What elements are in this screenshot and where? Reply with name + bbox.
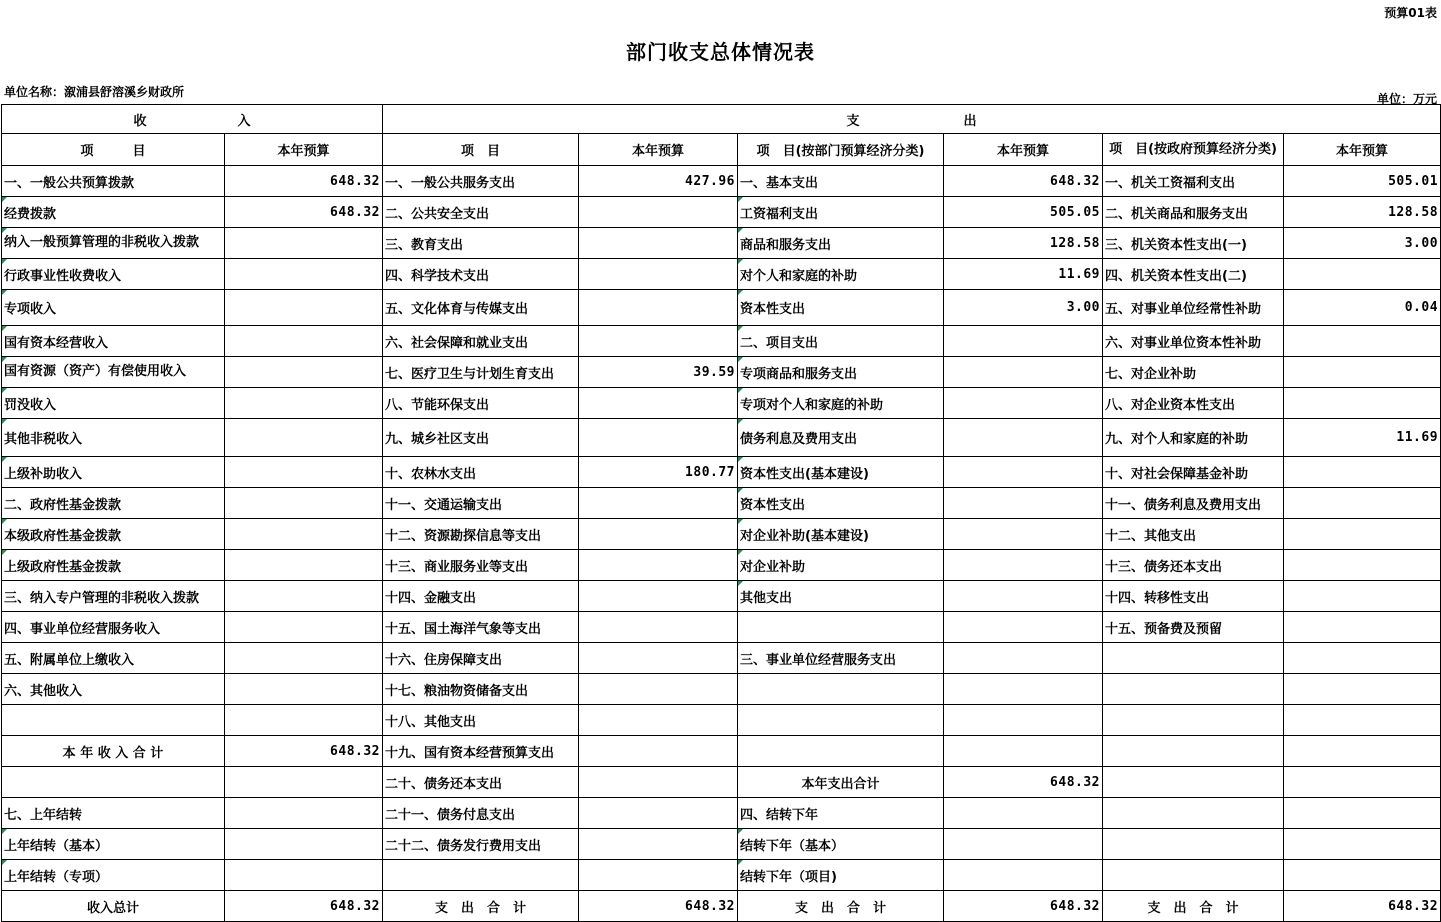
cell-dept-econ-item: 结转下年（基本）: [738, 829, 944, 860]
cell-expense-item: 十一、交通运输支出: [383, 488, 579, 519]
cell-gov-econ-budget: 3.00: [1284, 228, 1441, 259]
cell-gov-econ-item: 十五、预备费及预留: [1103, 612, 1284, 643]
cell-dept-econ-item: 支 出 合 计: [738, 891, 944, 922]
cell-gov-econ-budget: [1284, 488, 1441, 519]
cell-expense-budget: [579, 290, 738, 326]
cell-expense-item: 十九、国有资本经营预算支出: [383, 736, 579, 767]
col-header-gov-econ-item: 项 目(按政府预算经济分类): [1103, 134, 1284, 166]
cell-dept-econ-item: [738, 612, 944, 643]
cell-gov-econ-budget: 128.58: [1284, 197, 1441, 228]
cell-expense-budget: [579, 550, 738, 581]
cell-dept-econ-item: 三、事业单位经营服务支出: [738, 643, 944, 674]
cell-expense-item: 十三、商业服务业等支出: [383, 550, 579, 581]
cell-dept-econ-item: 工资福利支出: [738, 197, 944, 228]
cell-expense-item: [383, 860, 579, 891]
cell-expense-budget: [579, 326, 738, 357]
cell-gov-econ-item: 十三、债务还本支出: [1103, 550, 1284, 581]
cell-expense-item: 十六、住房保障支出: [383, 643, 579, 674]
cell-income-item: 五、附属单位上缴收入: [2, 643, 225, 674]
cell-expense-budget: 427.96: [579, 166, 738, 197]
cell-dept-econ-budget: [944, 419, 1103, 457]
cell-expense-budget: [579, 419, 738, 457]
cell-dept-econ-budget: 648.32: [944, 891, 1103, 922]
unit-name: 单位名称：溆浦县舒溶溪乡财政所: [4, 85, 185, 99]
cell-income-budget: [225, 326, 383, 357]
cell-income-budget: 648.32: [225, 891, 383, 922]
cell-income-item: 经费拨款: [2, 197, 225, 228]
cell-income-item: [2, 705, 225, 736]
cell-gov-econ-budget: [1284, 798, 1441, 829]
cell-income-item: 纳入一般预算管理的非税收入拨款: [2, 228, 225, 259]
cell-dept-econ-budget: [944, 457, 1103, 488]
income-section-header: 收 入: [2, 105, 383, 134]
cell-expense-budget: [579, 798, 738, 829]
cell-expense-budget: [579, 829, 738, 860]
cell-dept-econ-item: 其他支出: [738, 581, 944, 612]
cell-dept-econ-item: 对企业补助(基本建设): [738, 519, 944, 550]
cell-gov-econ-budget: 0.04: [1284, 290, 1441, 326]
table-row: [2, 419, 1441, 457]
currency-unit: 单位：万元: [1376, 92, 1437, 106]
cell-dept-econ-item: 资本性支出: [738, 290, 944, 326]
cell-dept-econ-item: 二、项目支出: [738, 326, 944, 357]
cell-income-item: 其他非税收入: [2, 419, 225, 457]
cell-gov-econ-budget: [1284, 829, 1441, 860]
cell-gov-econ-budget: [1284, 388, 1441, 419]
cell-expense-item: 十七、粮油物资储备支出: [383, 674, 579, 705]
table-row: [2, 326, 1441, 357]
expense-section-header: 支 出: [383, 105, 1441, 134]
cell-dept-econ-budget: [944, 798, 1103, 829]
cell-income-budget: [225, 357, 383, 388]
cell-gov-econ-budget: [1284, 357, 1441, 388]
cell-expense-budget: [579, 612, 738, 643]
cell-gov-econ-item: 十四、转移性支出: [1103, 581, 1284, 612]
cell-dept-econ-budget: [944, 674, 1103, 705]
cell-dept-econ-item: 债务利息及费用支出: [738, 419, 944, 457]
cell-income-budget: [225, 457, 383, 488]
cell-income-item: 六、其他收入: [2, 674, 225, 705]
cell-income-item: [2, 767, 225, 798]
cell-expense-budget: [579, 519, 738, 550]
cell-expense-budget: [579, 860, 738, 891]
cell-expense-budget: [579, 736, 738, 767]
section-header-row: [2, 105, 1441, 134]
cell-dept-econ-budget: 11.69: [944, 259, 1103, 290]
cell-gov-econ-item: 支 出 合 计: [1103, 891, 1284, 922]
table-row: [2, 166, 1441, 197]
cell-dept-econ-budget: [944, 612, 1103, 643]
cell-dept-econ-budget: [944, 357, 1103, 388]
cell-expense-budget: [579, 228, 738, 259]
cell-expense-item: 十二、资源勘探信息等支出: [383, 519, 579, 550]
cell-dept-econ-item: 专项商品和服务支出: [738, 357, 944, 388]
cell-income-budget: [225, 419, 383, 457]
cell-income-budget: [225, 798, 383, 829]
cell-gov-econ-item: [1103, 643, 1284, 674]
cell-gov-econ-item: [1103, 860, 1284, 891]
cell-income-item: 专项收入: [2, 290, 225, 326]
cell-expense-budget: 39.59: [579, 357, 738, 388]
budget-table: [1, 104, 1441, 922]
col-header-income-item: 项 目: [2, 134, 225, 166]
cell-income-item: 二、政府性基金拨款: [2, 488, 225, 519]
cell-dept-econ-item: [738, 674, 944, 705]
cell-expense-item: 十四、金融支出: [383, 581, 579, 612]
cell-dept-econ-item: 对企业补助: [738, 550, 944, 581]
cell-dept-econ-item: 商品和服务支出: [738, 228, 944, 259]
cell-dept-econ-item: 四、结转下年: [738, 798, 944, 829]
col-header-gov-econ-budget: 本年预算: [1284, 134, 1441, 166]
cell-expense-budget: [579, 388, 738, 419]
cell-income-item: 本 年 收 入 合 计: [2, 736, 225, 767]
cell-income-item: 上级政府性基金拨款: [2, 550, 225, 581]
cell-gov-econ-budget: [1284, 767, 1441, 798]
cell-income-budget: [225, 674, 383, 705]
cell-dept-econ-budget: [944, 519, 1103, 550]
cell-expense-budget: 180.77: [579, 457, 738, 488]
cell-income-item: 国有资本经营收入: [2, 326, 225, 357]
cell-gov-econ-item: 八、对企业资本性支出: [1103, 388, 1284, 419]
cell-expense-budget: 648.32: [579, 891, 738, 922]
cell-income-item: 上年结转（专项）: [2, 860, 225, 891]
cell-income-item: 一、一般公共预算拨款: [2, 166, 225, 197]
cell-gov-econ-budget: [1284, 457, 1441, 488]
cell-income-item: 七、上年结转: [2, 798, 225, 829]
cell-dept-econ-budget: [944, 829, 1103, 860]
cell-expense-budget: [579, 705, 738, 736]
cell-gov-econ-budget: 648.32: [1284, 891, 1441, 922]
cell-gov-econ-budget: [1284, 612, 1441, 643]
page-title: 部门收支总体情况表: [626, 40, 815, 64]
cell-dept-econ-item: 结转下年（项目): [738, 860, 944, 891]
cell-income-budget: [225, 519, 383, 550]
cell-gov-econ-budget: [1284, 550, 1441, 581]
table-row: [2, 674, 1441, 705]
cell-income-item: 行政事业性收费收入: [2, 259, 225, 290]
cell-gov-econ-item: 七、对企业补助: [1103, 357, 1284, 388]
table-row: [2, 357, 1441, 388]
table-row: [2, 488, 1441, 519]
table-row: [2, 259, 1441, 290]
cell-dept-econ-item: 一、基本支出: [738, 166, 944, 197]
cell-income-budget: 648.32: [225, 736, 383, 767]
cell-income-budget: [225, 388, 383, 419]
cell-dept-econ-item: 资本性支出: [738, 488, 944, 519]
cell-dept-econ-budget: 3.00: [944, 290, 1103, 326]
cell-income-budget: [225, 860, 383, 891]
cell-expense-budget: [579, 581, 738, 612]
cell-gov-econ-item: 五、对事业单位经常性补助: [1103, 290, 1284, 326]
cell-expense-item: 十、农林水支出: [383, 457, 579, 488]
cell-expense-item: 九、城乡社区支出: [383, 419, 579, 457]
cell-gov-econ-item: 二、机关商品和服务支出: [1103, 197, 1284, 228]
cell-gov-econ-item: 十、对社会保障基金补助: [1103, 457, 1284, 488]
table-row: [2, 457, 1441, 488]
cell-dept-econ-budget: [944, 388, 1103, 419]
cell-income-budget: [225, 829, 383, 860]
cell-dept-econ-budget: [944, 550, 1103, 581]
cell-dept-econ-budget: 648.32: [944, 767, 1103, 798]
cell-dept-econ-budget: [944, 736, 1103, 767]
cell-gov-econ-item: [1103, 674, 1284, 705]
table-row: [2, 550, 1441, 581]
cell-expense-item: 七、医疗卫生与计划生育支出: [383, 357, 579, 388]
cell-expense-item: 二十、债务还本支出: [383, 767, 579, 798]
cell-expense-item: 四、科学技术支出: [383, 259, 579, 290]
cell-gov-econ-item: [1103, 829, 1284, 860]
cell-income-budget: [225, 550, 383, 581]
cell-dept-econ-budget: 128.58: [944, 228, 1103, 259]
cell-expense-item: 二、公共安全支出: [383, 197, 579, 228]
cell-dept-econ-budget: [944, 860, 1103, 891]
cell-dept-econ-item: 专项对个人和家庭的补助: [738, 388, 944, 419]
form-number: 预算01表: [1384, 6, 1437, 20]
cell-dept-econ-item: 本年支出合计: [738, 767, 944, 798]
table-row: [2, 829, 1441, 860]
cell-income-item: 收入总计: [2, 891, 225, 922]
cell-gov-econ-budget: [1284, 860, 1441, 891]
cell-income-item: 三、纳入专户管理的非税收入拨款: [2, 581, 225, 612]
cell-income-item: 本级政府性基金拨款: [2, 519, 225, 550]
cell-income-item: 罚没收入: [2, 388, 225, 419]
cell-expense-budget: [579, 767, 738, 798]
cell-income-item: 上级补助收入: [2, 457, 225, 488]
cell-income-item: 四、事业单位经营服务收入: [2, 612, 225, 643]
cell-dept-econ-budget: [944, 326, 1103, 357]
cell-gov-econ-item: 六、对事业单位资本性补助: [1103, 326, 1284, 357]
cell-income-budget: [225, 705, 383, 736]
table-row: [2, 736, 1441, 767]
table-row: [2, 581, 1441, 612]
cell-expense-budget: [579, 197, 738, 228]
cell-expense-item: 支 出 合 计: [383, 891, 579, 922]
cell-dept-econ-item: 资本性支出(基本建设): [738, 457, 944, 488]
cell-gov-econ-budget: [1284, 519, 1441, 550]
cell-dept-econ-budget: [944, 705, 1103, 736]
table-row: [2, 228, 1441, 259]
cell-gov-econ-budget: [1284, 581, 1441, 612]
cell-expense-item: 三、教育支出: [383, 228, 579, 259]
cell-income-budget: [225, 290, 383, 326]
table-row: [2, 612, 1441, 643]
cell-dept-econ-budget: [944, 488, 1103, 519]
cell-income-item: 国有资源（资产）有偿使用收入: [2, 357, 225, 388]
cell-gov-econ-item: 十二、其他支出: [1103, 519, 1284, 550]
cell-gov-econ-budget: [1284, 674, 1441, 705]
cell-dept-econ-item: [738, 736, 944, 767]
cell-income-budget: 648.32: [225, 166, 383, 197]
cell-expense-budget: [579, 488, 738, 519]
cell-income-budget: [225, 767, 383, 798]
cell-gov-econ-item: [1103, 798, 1284, 829]
cell-income-budget: [225, 228, 383, 259]
cell-gov-econ-budget: [1284, 736, 1441, 767]
cell-expense-item: 五、文化体育与传媒支出: [383, 290, 579, 326]
table-row: [2, 643, 1441, 674]
column-header-row: [2, 134, 1441, 166]
cell-income-budget: [225, 259, 383, 290]
cell-gov-econ-item: 十一、债务利息及费用支出: [1103, 488, 1284, 519]
cell-gov-econ-budget: [1284, 643, 1441, 674]
cell-gov-econ-budget: [1284, 259, 1441, 290]
cell-gov-econ-budget: 505.01: [1284, 166, 1441, 197]
cell-gov-econ-item: 一、机关工资福利支出: [1103, 166, 1284, 197]
cell-income-budget: [225, 488, 383, 519]
table-row: [2, 705, 1441, 736]
table-row: [2, 891, 1441, 922]
col-header-dept-econ-item: 项 目(按部门预算经济分类): [738, 134, 944, 166]
cell-gov-econ-budget: 11.69: [1284, 419, 1441, 457]
table-row: [2, 197, 1441, 228]
cell-income-budget: [225, 581, 383, 612]
col-header-dept-econ-budget: 本年预算: [944, 134, 1103, 166]
cell-income-budget: [225, 643, 383, 674]
cell-gov-econ-item: 四、机关资本性支出(二): [1103, 259, 1284, 290]
cell-gov-econ-item: [1103, 767, 1284, 798]
cell-expense-item: 一、一般公共服务支出: [383, 166, 579, 197]
table-row: [2, 767, 1441, 798]
cell-expense-item: 六、社会保障和就业支出: [383, 326, 579, 357]
table-row: [2, 290, 1441, 326]
col-header-expense-item: 项 目: [383, 134, 579, 166]
cell-expense-budget: [579, 259, 738, 290]
table-row: [2, 798, 1441, 829]
cell-expense-item: 二十二、债务发行费用支出: [383, 829, 579, 860]
table-row: [2, 388, 1441, 419]
cell-dept-econ-item: 对个人和家庭的补助: [738, 259, 944, 290]
cell-expense-budget: [579, 643, 738, 674]
cell-income-item: 上年结转（基本）: [2, 829, 225, 860]
cell-dept-econ-budget: 505.05: [944, 197, 1103, 228]
cell-income-budget: 648.32: [225, 197, 383, 228]
cell-expense-item: 十八、其他支出: [383, 705, 579, 736]
cell-gov-econ-item: [1103, 736, 1284, 767]
budget-table-body: [2, 105, 1441, 922]
cell-expense-item: 十五、国土海洋气象等支出: [383, 612, 579, 643]
cell-expense-item: 八、节能环保支出: [383, 388, 579, 419]
table-row: [2, 519, 1441, 550]
cell-gov-econ-budget: [1284, 705, 1441, 736]
cell-expense-item: 二十一、债务付息支出: [383, 798, 579, 829]
cell-expense-budget: [579, 674, 738, 705]
table-row: [2, 860, 1441, 891]
cell-dept-econ-budget: [944, 581, 1103, 612]
col-header-income-budget: 本年预算: [225, 134, 383, 166]
cell-gov-econ-item: 九、对个人和家庭的补助: [1103, 419, 1284, 457]
cell-gov-econ-item: 三、机关资本性支出(一): [1103, 228, 1284, 259]
cell-dept-econ-budget: 648.32: [944, 166, 1103, 197]
cell-gov-econ-item: [1103, 705, 1284, 736]
cell-dept-econ-budget: [944, 643, 1103, 674]
cell-income-budget: [225, 612, 383, 643]
cell-dept-econ-item: [738, 705, 944, 736]
col-header-expense-budget: 本年预算: [579, 134, 738, 166]
cell-gov-econ-budget: [1284, 326, 1441, 357]
